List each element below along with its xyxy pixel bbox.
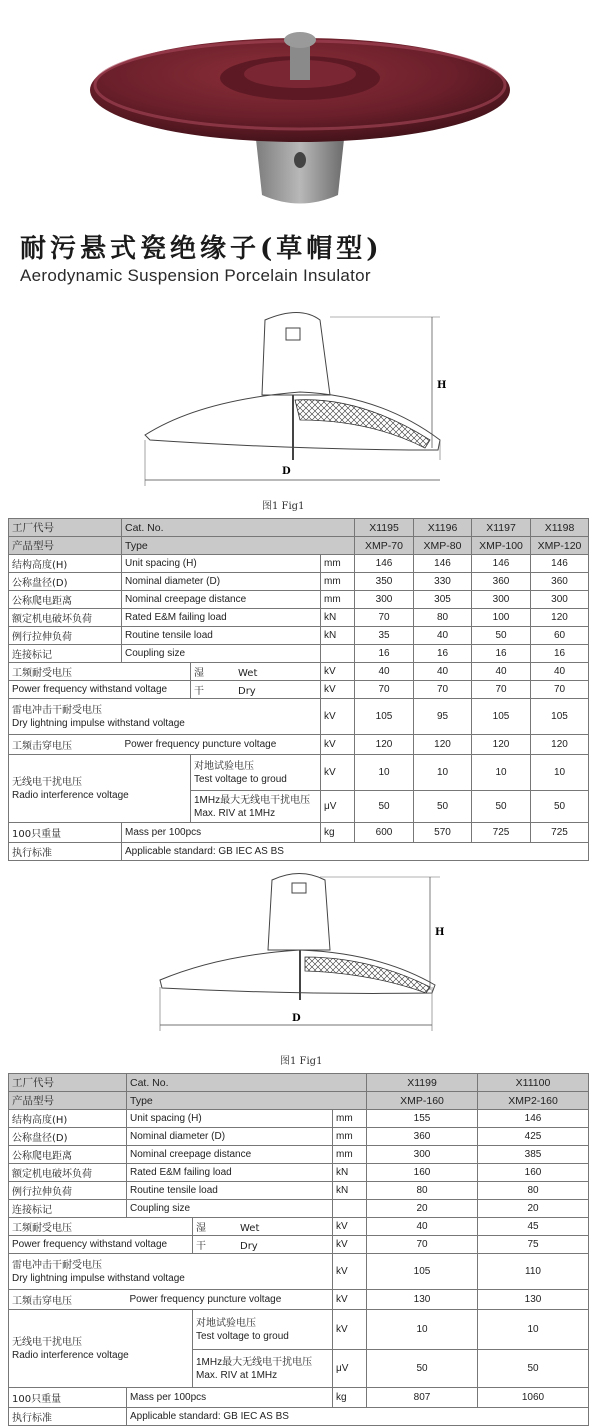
row-unit: mm <box>333 1128 367 1146</box>
dry-cn: 干 <box>196 1241 206 1252</box>
type-value: XMP2-160 <box>478 1092 589 1110</box>
table1-row-radio-test <box>9 755 589 791</box>
insulator-photo <box>0 0 600 230</box>
table1-row-coupling <box>9 645 589 663</box>
row-label-cn: 无线电干扰电压 <box>12 1336 82 1348</box>
table1-row-standard <box>9 843 589 861</box>
row-label-cn: 额定机电破坏负荷 <box>9 609 122 627</box>
row-label-cn: 公称盘径(D) <box>9 1128 127 1146</box>
table2-row-creepage <box>9 1146 589 1164</box>
table1-row-tensile-load <box>9 627 589 645</box>
cell-value: 20 <box>478 1200 589 1218</box>
row-unit: kV <box>321 681 355 699</box>
table2-row-type <box>9 1092 589 1110</box>
table1-row-type <box>9 537 589 555</box>
type-en: Type <box>122 537 355 555</box>
table2-row-cat <box>9 1074 589 1092</box>
cell-value: 105 <box>367 1254 478 1290</box>
row-label-cn: 执行标准 <box>9 1408 127 1426</box>
row-unit: kV <box>321 735 355 755</box>
row-unit: mm <box>321 591 355 609</box>
sub-label <box>193 1218 333 1236</box>
figure1-drawing <box>0 300 600 510</box>
row-label-cn: 公称盘径(D) <box>9 573 122 591</box>
cell-value: 300 <box>355 591 414 609</box>
test-en: Test voltage to groud <box>196 1330 289 1342</box>
cell-value: 120 <box>472 735 531 755</box>
wet-en: Wet <box>240 1223 260 1234</box>
cell-value: 10 <box>414 755 472 791</box>
cell-value: 70 <box>414 681 472 699</box>
row-unit: kV <box>333 1310 367 1350</box>
cell-value: 360 <box>472 573 531 591</box>
row-label <box>9 755 191 823</box>
row-label-en: Nominal creepage distance <box>127 1146 333 1164</box>
wet-cn: 湿 <box>196 1223 206 1234</box>
cell-value: 570 <box>414 823 472 843</box>
row-label-en: Coupling size <box>122 645 321 663</box>
sub-label <box>193 1236 333 1254</box>
row-label-en: Routine tensile load <box>127 1182 333 1200</box>
row-label-cn: 例行拉伸负荷 <box>9 627 122 645</box>
row-label-cn: 公称爬电距离 <box>9 1146 127 1164</box>
row-unit: kV <box>321 699 355 735</box>
table1-row-failing-load <box>9 609 589 627</box>
cell-value: 40 <box>414 663 472 681</box>
riv-en: Max. RIV at 1MHz <box>194 807 276 819</box>
cell-value: 45 <box>478 1218 589 1236</box>
table1-row-nominal-diameter <box>9 573 589 591</box>
table2-row-coupling <box>9 1200 589 1218</box>
row-unit: kV <box>333 1236 367 1254</box>
row-unit: kg <box>333 1388 367 1408</box>
cell-value: 130 <box>367 1290 478 1310</box>
cat-value: X1195 <box>355 519 414 537</box>
row-label-en: Radio interference voltage <box>12 1349 129 1361</box>
cell-value: 50 <box>472 627 531 645</box>
table2-row-failing-load <box>9 1164 589 1182</box>
row-label-cn: 工频耐受电压 <box>9 663 191 681</box>
row-label-cn: 执行标准 <box>9 843 122 861</box>
row-unit <box>333 1200 367 1218</box>
row-unit: mm <box>333 1146 367 1164</box>
sub-label <box>191 663 321 681</box>
cell-value: 146 <box>355 555 414 573</box>
sub-label <box>193 1310 333 1350</box>
row-unit: kN <box>321 609 355 627</box>
cat-en: Cat. No. <box>122 519 355 537</box>
table2-row-unit-spacing <box>9 1110 589 1128</box>
row-unit: kN <box>333 1164 367 1182</box>
row-unit: kN <box>333 1182 367 1200</box>
row-label-cn: 100只重量 <box>9 823 122 843</box>
row-label-cn: 结构高度(H) <box>9 555 122 573</box>
cell-value: 130 <box>478 1290 589 1310</box>
row-unit: kg <box>321 823 355 843</box>
cell-value: 50 <box>355 791 414 823</box>
type-value: XMP-100 <box>472 537 531 555</box>
cell-value: 305 <box>414 591 472 609</box>
row-unit: kV <box>333 1254 367 1290</box>
row-unit: μV <box>333 1350 367 1388</box>
cell-value: 10 <box>531 755 589 791</box>
row-label-en: Nominal creepage distance <box>122 591 321 609</box>
table1-row-cat <box>9 519 589 537</box>
cell-value: 50 <box>414 791 472 823</box>
cell-value: 10 <box>472 755 531 791</box>
row-unit <box>321 645 355 663</box>
cell-value: 80 <box>414 609 472 627</box>
cell-value: 120 <box>531 609 589 627</box>
cell-value: 146 <box>478 1110 589 1128</box>
cell-value: 110 <box>478 1254 589 1290</box>
sub-label <box>191 791 321 823</box>
cat-en: Cat. No. <box>127 1074 367 1092</box>
cell-value: 807 <box>367 1388 478 1408</box>
cell-value: 300 <box>472 591 531 609</box>
sub-label <box>193 1350 333 1388</box>
cell-value: 330 <box>414 573 472 591</box>
cell-value: 360 <box>367 1128 478 1146</box>
row-unit: kV <box>321 663 355 681</box>
sub-label <box>191 755 321 791</box>
dimension-h-label: H <box>437 380 447 391</box>
cell-value: 70 <box>355 681 414 699</box>
row-label-en: Radio interference voltage <box>12 789 129 801</box>
cell-value: 10 <box>367 1310 478 1350</box>
cell-value: 105 <box>472 699 531 735</box>
row-label-cn: 雷电冲击干耐受电压 <box>12 704 102 716</box>
row-label-en: Applicable standard: GB IEC AS BS <box>127 1408 589 1426</box>
test-cn: 对地试验电压 <box>196 1317 256 1329</box>
cell-value: 120 <box>414 735 472 755</box>
dimension-h-label: H <box>435 927 445 938</box>
type-en: Type <box>127 1092 367 1110</box>
riv-en: Max. RIV at 1MHz <box>196 1369 278 1381</box>
cell-value: 300 <box>367 1146 478 1164</box>
row-unit: kN <box>321 627 355 645</box>
row-unit: mm <box>321 573 355 591</box>
row-label-cn: 无线电干扰电压 <box>12 776 82 788</box>
riv-cn: 1MHz最大无线电干扰电压 <box>194 794 311 806</box>
table2-row-puncture <box>9 1290 589 1310</box>
table2-row-pf-dry <box>9 1236 589 1254</box>
row-label-en: Routine tensile load <box>122 627 321 645</box>
cat-cn: 工厂代号 <box>9 519 122 537</box>
row-label <box>9 699 321 735</box>
cell-value: 120 <box>531 735 589 755</box>
cat-cn: 工厂代号 <box>9 1074 127 1092</box>
figure2-drawing <box>0 865 600 1050</box>
row-label-en: Power frequency withstand voltage <box>9 681 191 699</box>
row-label-en: Applicable standard: GB IEC AS BS <box>122 843 589 861</box>
cat-value: X1196 <box>414 519 472 537</box>
row-label-cn: 雷电冲击干耐受电压 <box>12 1259 102 1271</box>
cell-value: 16 <box>355 645 414 663</box>
cell-value: 40 <box>367 1218 478 1236</box>
row-label-cn: 例行拉伸负荷 <box>9 1182 127 1200</box>
title-english: Aerodynamic Suspension Porcelain Insulator <box>20 266 371 285</box>
table2-row-radio-test <box>9 1310 589 1350</box>
cell-value: 40 <box>472 663 531 681</box>
cat-value: X1199 <box>367 1074 478 1092</box>
dry-en: Dry <box>238 686 256 697</box>
cell-value: 50 <box>472 791 531 823</box>
cell-value: 20 <box>367 1200 478 1218</box>
cell-value: 40 <box>414 627 472 645</box>
row-unit: kV <box>321 755 355 791</box>
cell-value: 1060 <box>478 1388 589 1408</box>
row-label-en: Mass per 100pcs <box>122 823 321 843</box>
dry-cn: 干 <box>194 686 204 697</box>
cell-value: 50 <box>367 1350 478 1388</box>
cell-value: 385 <box>478 1146 589 1164</box>
table2-row-tensile-load <box>9 1182 589 1200</box>
wet-en: Wet <box>238 668 258 679</box>
table1-row-lightning <box>9 699 589 735</box>
cell-value: 80 <box>367 1182 478 1200</box>
row-label-en: Unit spacing (H) <box>122 555 321 573</box>
cell-value: 16 <box>472 645 531 663</box>
row-unit: μV <box>321 791 355 823</box>
cell-value: 105 <box>355 699 414 735</box>
row-label-cn: 工频耐受电压 <box>9 1218 193 1236</box>
type-cn: 产品型号 <box>9 1092 127 1110</box>
cell-value: 80 <box>478 1182 589 1200</box>
cell-value: 70 <box>355 609 414 627</box>
cell-value: 95 <box>414 699 472 735</box>
table1-row-puncture <box>9 735 589 755</box>
row-label-cn: 连接标记 <box>9 1200 127 1218</box>
dimension-d-label: D <box>282 466 291 477</box>
type-value: XMP-120 <box>531 537 589 555</box>
title-chinese: 耐污悬式瓷绝缘子(草帽型) <box>20 234 383 264</box>
riv-cn: 1MHz最大无线电干扰电压 <box>196 1356 313 1368</box>
cell-value: 155 <box>367 1110 478 1128</box>
type-value: XMP-80 <box>414 537 472 555</box>
cell-value: 60 <box>531 627 589 645</box>
cell-value: 75 <box>478 1236 589 1254</box>
table2-row-mass <box>9 1388 589 1408</box>
cell-value: 146 <box>414 555 472 573</box>
row-label-en: Nominal diameter (D) <box>127 1128 333 1146</box>
cat-value: X11100 <box>478 1074 589 1092</box>
row-label-en: Unit spacing (H) <box>127 1110 333 1128</box>
row-label-en: Power frequency puncture voltage <box>127 1290 333 1310</box>
spec-table-1 <box>8 518 589 861</box>
type-value: XMP-70 <box>355 537 414 555</box>
cell-value: 70 <box>367 1236 478 1254</box>
cell-value: 16 <box>531 645 589 663</box>
table1-row-unit-spacing <box>9 555 589 573</box>
cell-value: 100 <box>472 609 531 627</box>
row-label-en: Mass per 100pcs <box>127 1388 333 1408</box>
cell-value: 600 <box>355 823 414 843</box>
cell-value: 70 <box>531 681 589 699</box>
sub-label <box>191 681 321 699</box>
table1-row-mass <box>9 823 589 843</box>
type-value: XMP-160 <box>367 1092 478 1110</box>
cell-value: 160 <box>478 1164 589 1182</box>
cell-value: 50 <box>478 1350 589 1388</box>
cell-value: 70 <box>472 681 531 699</box>
cell-value: 725 <box>531 823 589 843</box>
table1-row-pf-dry <box>9 681 589 699</box>
table2-row-nominal-diameter <box>9 1128 589 1146</box>
row-label <box>9 1310 193 1388</box>
row-label-cn: 工频击穿电压 <box>9 735 122 755</box>
row-label-cn: 公称爬电距离 <box>9 591 122 609</box>
table2-row-lightning <box>9 1254 589 1290</box>
cell-value: 10 <box>355 755 414 791</box>
row-label-cn: 结构高度(H) <box>9 1110 127 1128</box>
cat-value: X1197 <box>472 519 531 537</box>
row-label-en: Nominal diameter (D) <box>122 573 321 591</box>
row-label-cn: 100只重量 <box>9 1388 127 1408</box>
cell-value: 105 <box>531 699 589 735</box>
row-label <box>9 1254 333 1290</box>
cell-value: 350 <box>355 573 414 591</box>
cell-value: 10 <box>478 1310 589 1350</box>
row-unit: kV <box>333 1290 367 1310</box>
row-label-en: Power frequency puncture voltage <box>122 735 321 755</box>
cell-value: 146 <box>472 555 531 573</box>
row-label-en: Power frequency withstand voltage <box>9 1236 193 1254</box>
cat-value: X1198 <box>531 519 589 537</box>
row-label-en: Dry lightning impulse withstand voltage <box>12 1272 185 1284</box>
wet-cn: 湿 <box>194 668 204 679</box>
figure1-caption: 图1 Fig1 <box>262 501 305 512</box>
dry-en: Dry <box>240 1241 258 1252</box>
test-en: Test voltage to groud <box>194 773 287 785</box>
row-unit: kV <box>333 1218 367 1236</box>
row-label-en: Rated E&M failing load <box>122 609 321 627</box>
cell-value: 16 <box>414 645 472 663</box>
cell-value: 40 <box>355 663 414 681</box>
row-unit: mm <box>333 1110 367 1128</box>
table1-row-creepage <box>9 591 589 609</box>
cell-value: 300 <box>531 591 589 609</box>
cell-value: 120 <box>355 735 414 755</box>
cell-value: 40 <box>531 663 589 681</box>
figure2-caption: 图1 Fig1 <box>280 1056 323 1067</box>
type-cn: 产品型号 <box>9 537 122 555</box>
row-label-cn: 额定机电破坏负荷 <box>9 1164 127 1182</box>
dimension-d-label: D <box>292 1013 301 1024</box>
cell-value: 360 <box>531 573 589 591</box>
row-label-cn: 连接标记 <box>9 645 122 663</box>
cell-value: 146 <box>531 555 589 573</box>
row-label-cn: 工频击穿电压 <box>9 1290 127 1310</box>
table2-row-pf-wet <box>9 1218 589 1236</box>
row-label-en: Rated E&M failing load <box>127 1164 333 1182</box>
cell-value: 160 <box>367 1164 478 1182</box>
table2-row-standard <box>9 1408 589 1426</box>
cell-value: 35 <box>355 627 414 645</box>
test-cn: 对地试验电压 <box>194 760 254 772</box>
cell-value: 50 <box>531 791 589 823</box>
row-label-en: Dry lightning impulse withstand voltage <box>12 717 185 729</box>
cell-value: 425 <box>478 1128 589 1146</box>
row-label-en: Coupling size <box>127 1200 333 1218</box>
row-unit: mm <box>321 555 355 573</box>
spec-table-2 <box>8 1073 589 1426</box>
table1-row-pf-wet <box>9 663 589 681</box>
cell-value: 725 <box>472 823 531 843</box>
